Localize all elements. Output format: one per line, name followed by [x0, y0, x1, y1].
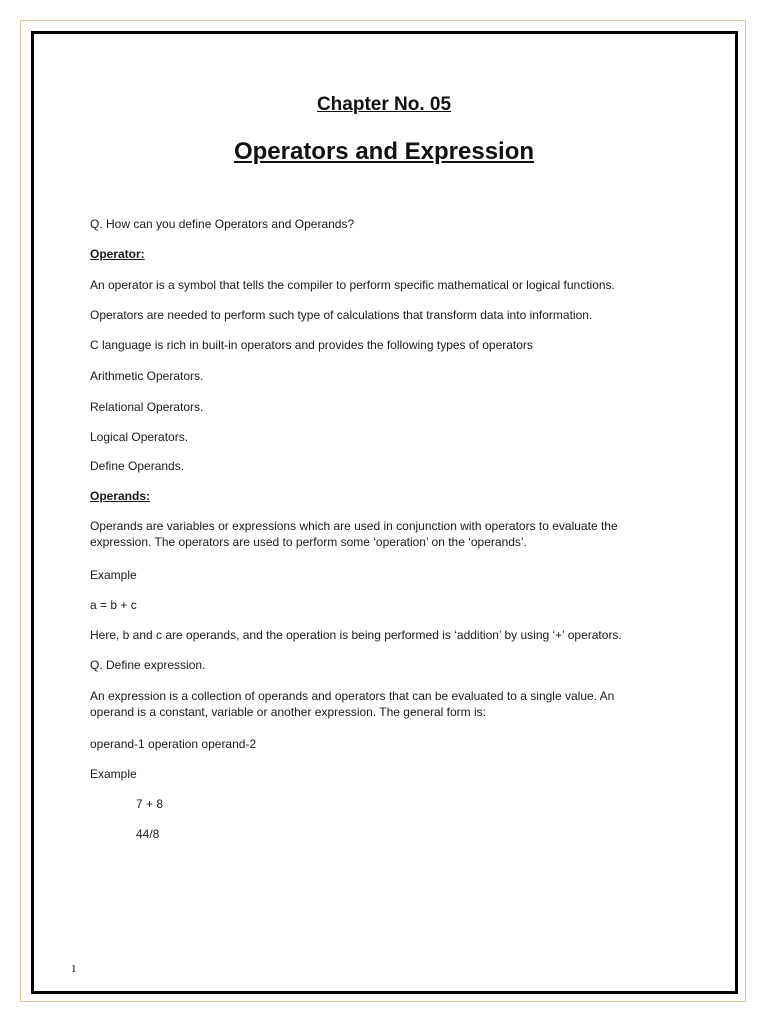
question-expression: Q. Define expression.	[90, 658, 206, 672]
operator-paragraph-3: C language is rich in built-in operators and provides the following types of operators	[90, 338, 533, 352]
chapter-heading: Chapter No. 05	[316, 94, 452, 115]
example-item: 7 + 8	[136, 797, 164, 811]
example-explanation: Here, b and c are operands, and the operation is being performed is ‘addition’ by using ‘+’ operators.	[90, 628, 622, 642]
page-border	[31, 31, 738, 994]
example-label-2: Example	[90, 767, 137, 781]
operands-heading: Operands:	[90, 489, 151, 503]
example-label: Example	[90, 568, 137, 582]
operands-paragraph-line-2: expression. The operators are used to perform some ‘operation’ on the ‘operands’.	[90, 535, 527, 549]
operator-type-relational: Relational Operators.	[90, 400, 204, 414]
operator-heading: Operator:	[90, 247, 145, 261]
page-number: 1	[71, 963, 77, 975]
expression-paragraph-line-2: operand is a constant, variable or another expression. The general form is:	[90, 705, 486, 719]
expression-paragraph-line-1: An expression is a collection of operands and operators that can be evaluated to a single value. An	[90, 689, 615, 703]
example-item: 44/8	[136, 827, 160, 841]
example-expression: a = b + c	[90, 598, 137, 612]
question-operators: Q. How can you define Operators and Operands?	[90, 217, 355, 231]
operands-paragraph-line-1: Operands are variables or expressions which are used in conjunction with operators to evaluate the	[90, 519, 618, 533]
define-operands-line: Define Operands.	[90, 459, 185, 473]
operator-paragraph-1: An operator is a symbol that tells the compiler to perform specific mathematical or logical functions.	[90, 278, 615, 292]
operator-type-logical: Logical Operators.	[90, 430, 189, 444]
operator-type-arithmetic: Arithmetic Operators.	[90, 369, 204, 383]
page-title: Operators and Expression	[233, 138, 535, 165]
operator-paragraph-2: Operators are needed to perform such type of calculations that transform data into information.	[90, 308, 593, 322]
general-form: operand-1 operation operand-2	[90, 737, 257, 751]
